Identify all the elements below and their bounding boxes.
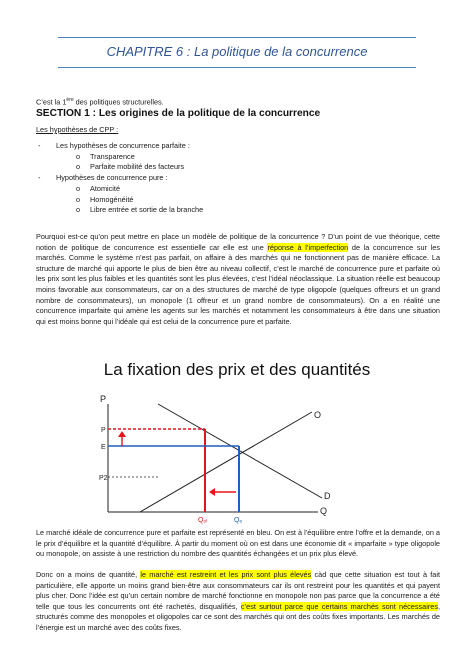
y-axis-label: P [100,394,107,404]
quantity-left-arrowhead [209,488,215,496]
x-axis-label: Q [320,506,328,516]
offer-curve [140,412,312,512]
intro-line: C’est la 1ère des politiques structurelles. [36,97,164,107]
price-quantity-chart [0,352,474,524]
tick-price-top: P [101,427,106,434]
list-item: o Parfaite mobilité des facteurs [76,162,185,172]
list-item: o Homogénéité [76,194,134,204]
list-item: o Transparence [76,151,135,161]
list-item: o Libre entrée et sortie de la branche [76,205,204,215]
chart-title: La fixation des prix et des quantités [103,360,371,379]
list-item: - Hypothèses de concurrence pure : o Atomicité o Homogénéité o Libre entrée et sortie de la branche [38,173,204,215]
highlight: c’est surtout parce que certains marchés sont nécessaires [240,601,438,611]
hypotheses-list [36,141,203,216]
top-rule [58,37,416,38]
list-item: - Les hypothèses de concurrence parfaite : o Transparence o Parfaite mobilité des facteurs [36,141,203,173]
paragraph-restricted-market: Donc on a moins de quantité, le marché est restreint et les prix sont plus élevés càd que cette situation est tout à fait particulière, elle apporte un moins grand bien-être aux consommateurs car ils ont restreint pour les quantités et qui payent plus cher. Donc l’idée est qu’un certain nombre de marché fonctionne en monopole non pas parce que la concurrence a été telle que tous les concurrents ont été rachetés, disqualifiés, c’est surtout parce que certains marchés sont nécessaires, structurés comme des monopoles et oligopoles car ce sont des marchés qui ont des coûts fixes importants. Les marchés de l’énergie est un marché avec des coûts fixes. [36,570,441,632]
tick-price-eq: E [101,444,106,451]
demand-label: D [324,491,331,501]
tick-quantity-equilibrium: Qₑ [234,517,243,524]
paragraph-ideal-market: Le marché idéale de concurrence pure et parfaite est représenté en bleu. On est à l’équilibre entre l’offre et la demande, on a le prix d’équilibre et la quantité d’équilibre. À partir du moment où on est dans une économie dit « imparfaite » type oligopole ou monopole, on assiste à une restriction du nombre des quantités échangées et un prix plus élevé. [36,528,440,559]
highlight: le marché est restreint et les prix sont plus élevés [140,570,312,579]
tick-quantity-oligopoly: Qₒₗ [198,517,208,524]
hypotheses-heading: Les hypothèses de CPP : [36,125,119,134]
tick-price-low: P2 [99,475,108,482]
chapter-title: CHAPITRE 6 : La politique de la concurrence [106,44,368,59]
offer-label: O [314,410,322,420]
bottom-rule [58,67,416,68]
paragraph-imperfection: Pourquoi est-ce qu’on peut mettre en place un modèle de politique de la concurrence ? D’un point de vue théorique, cette notion de politique de concurrence est essentielle car elle est une réponse à l’imperfection de la concurrence sur les marchés. Comme le système n’est pas parfait, on affaire à des marchés qui ne fonctionnent pas de manière efficace. La structure de marché qui apporte le plus de bien être au niveau collectif, c’est le marché de concurrence pure et parfaite où les prix sont les plus faibles et les quantités sont les plus élevées, c’est l’idéal néoclassique. La situation réelle est beaucoup moins favorable aux consommateurs, car on a des structures de marché de type oligopole (quelques offreurs et un grand nombre de consommateurs), un monopole (1 offreur et un grand nombre de consommateurs). On a en réalité une concurrence imparfaite qui amène les agents sur les marchés et notamment les consommateurs à être dans une situation qui est moins bonne qui l’idéale qui est celui de la concurrence pure et parfaite. [36,232,440,326]
section-title: SECTION 1 : Les origines de la politique de la concurrence [36,108,321,119]
price-up-arrowhead [118,431,126,437]
highlight: réponse à l’imperfection [267,242,349,252]
list-item: o Atomicité [76,183,121,193]
